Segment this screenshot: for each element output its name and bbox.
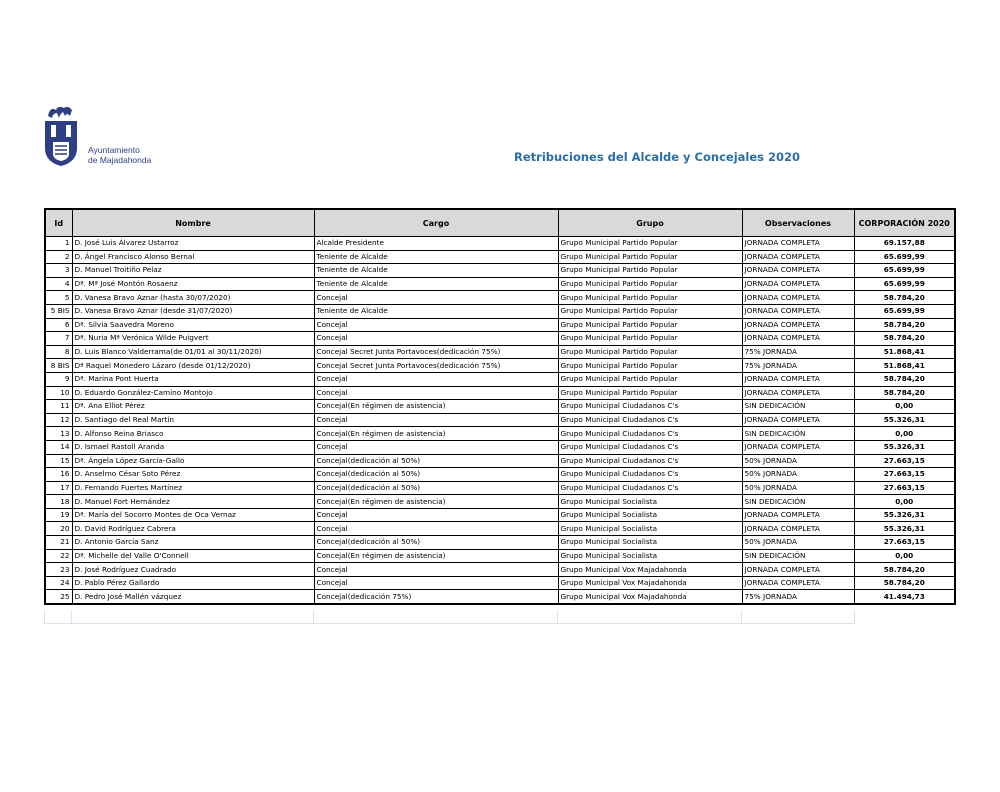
cell-nombre: D. Vanesa Bravo Aznar (desde 31/07/2020) [72,304,314,318]
cell-corporacion: 58.784,20 [854,291,955,305]
cell-corporacion: 65.699,99 [854,250,955,264]
cell-nombre: D. Ángel Francisco Alonso Bernal [72,250,314,264]
cell-grupo: Grupo Municipal Partido Popular [558,237,742,251]
cell-id: 3 [45,264,72,278]
cell-corporacion: 27.663,15 [854,536,955,550]
cell-grupo: Grupo Municipal Partido Popular [558,359,742,373]
cell-id: 4 [45,277,72,291]
cell-id: 5 [45,291,72,305]
cell-nombre: Dª. María del Socorro Montes de Oca Vernaz [72,508,314,522]
cell-nombre: Dª. Mª José Montón Rosaenz [72,277,314,291]
cell-grupo: Grupo Municipal Socialista [558,495,742,509]
cell-id: 24 [45,576,72,590]
empty-grid-row [44,610,854,623]
cell-corporacion: 55.326,31 [854,440,955,454]
cell-observaciones: 75% JORNADA [742,590,854,604]
cell-observaciones: 50% JORNADA [742,481,854,495]
cell-id: 18 [45,495,72,509]
cell-grupo: Grupo Municipal Partido Popular [558,318,742,332]
table-row [45,372,955,386]
cell-observaciones: 50% JORNADA [742,468,854,482]
logo-text [88,145,151,165]
cell-id: 8 [45,345,72,359]
table-row [45,332,955,346]
cell-grupo: Grupo Municipal Socialista [558,536,742,550]
cell-nombre: Dª. Marina Pont Huerta [72,372,314,386]
cell-cargo: Concejal [314,522,558,536]
cell-corporacion: 0,00 [854,400,955,414]
cell-cargo: Concejal(dedicación al 50%) [314,536,558,550]
cell-id: 25 [45,590,72,604]
cell-corporacion: 65.699,99 [854,304,955,318]
cell-nombre: Dª. Silvia Saavedra Moreno [72,318,314,332]
table-row [45,522,955,536]
remuneration-table [44,208,956,605]
cell-grupo: Grupo Municipal Ciudadanos C's [558,413,742,427]
header-observaciones: Observaciones [742,209,854,237]
cell-cargo: Concejal [314,413,558,427]
cell-id: 10 [45,386,72,400]
grid-cell [44,610,72,624]
cell-cargo: Concejal(En régimen de asistencia) [314,549,558,563]
cell-id: 1 [45,237,72,251]
cell-corporacion: 69.157,88 [854,237,955,251]
logo-line-1: Ayuntamiento [88,145,140,155]
table-row [45,264,955,278]
cell-grupo: Grupo Municipal Partido Popular [558,332,742,346]
cell-grupo: Grupo Municipal Ciudadanos C's [558,468,742,482]
header-nombre: Nombre [72,209,314,237]
cell-grupo: Grupo Municipal Partido Popular [558,291,742,305]
cell-observaciones: JORNADA COMPLETA [742,522,854,536]
cell-grupo: Grupo Municipal Ciudadanos C's [558,427,742,441]
cell-observaciones: JORNADA COMPLETA [742,318,854,332]
cell-corporacion: 58.784,20 [854,563,955,577]
cell-nombre: Dª Raquel Monedero Lázaro (desde 01/12/2020) [72,359,314,373]
cell-id: 15 [45,454,72,468]
cell-observaciones: 75% JORNADA [742,345,854,359]
cell-observaciones: JORNADA COMPLETA [742,413,854,427]
table-row [45,413,955,427]
cell-observaciones: 75% JORNADA [742,359,854,373]
table-row [45,440,955,454]
cell-cargo: Concejal [314,576,558,590]
cell-cargo: Concejal(En régimen de asistencia) [314,427,558,441]
cell-corporacion: 65.699,99 [854,277,955,291]
cell-corporacion: 55.326,31 [854,508,955,522]
cell-observaciones: JORNADA COMPLETA [742,304,854,318]
cell-nombre: D. Pablo Pérez Gallardo [72,576,314,590]
table-row [45,508,955,522]
cell-grupo: Grupo Municipal Socialista [558,549,742,563]
table-header-row [45,209,955,237]
cell-corporacion: 0,00 [854,427,955,441]
cell-corporacion: 51.868,41 [854,345,955,359]
header-grupo: Grupo [558,209,742,237]
cell-id: 14 [45,440,72,454]
grid-cell [741,610,855,624]
table-row [45,237,955,251]
header-corporacion: CORPORACIÓN 2020 [854,209,955,237]
cell-cargo: Teniente de Alcalde [314,304,558,318]
cell-nombre: D. José Luis Álvarez Ustarroz [72,237,314,251]
cell-cargo: Concejal(dedicación 75%) [314,590,558,604]
grid-cell [557,610,742,624]
cell-observaciones: JORNADA COMPLETA [742,291,854,305]
table-row [45,536,955,550]
cell-nombre: Dª. Nuria Mª Verónica Wilde Puigvert [72,332,314,346]
cell-grupo: Grupo Municipal Partido Popular [558,304,742,318]
table-row [45,549,955,563]
table-row [45,318,955,332]
cell-grupo: Grupo Municipal Partido Popular [558,372,742,386]
cell-observaciones: JORNADA COMPLETA [742,508,854,522]
cell-nombre: D. Vanesa Bravo Aznar (hasta 30/07/2020) [72,291,314,305]
cell-cargo: Concejal Secret Junta Portavoces(dedicación 75%) [314,345,558,359]
cell-corporacion: 0,00 [854,549,955,563]
cell-cargo: Teniente de Alcalde [314,264,558,278]
cell-id: 19 [45,508,72,522]
page-title: Retribuciones del Alcalde y Concejales 2020 [514,150,800,164]
cell-corporacion: 51.868,41 [854,359,955,373]
cell-corporacion: 0,00 [854,495,955,509]
header-cargo: Cargo [314,209,558,237]
cell-cargo: Concejal(En régimen de asistencia) [314,495,558,509]
table-row [45,345,955,359]
cell-corporacion: 58.784,20 [854,372,955,386]
cell-observaciones: SIN DEDICACIÓN [742,427,854,441]
cell-cargo: Teniente de Alcalde [314,277,558,291]
cell-observaciones: SIN DEDICACIÓN [742,549,854,563]
cell-observaciones: JORNADA COMPLETA [742,332,854,346]
cell-cargo: Concejal [314,291,558,305]
cell-corporacion: 41.494,73 [854,590,955,604]
table-row [45,291,955,305]
table-row [45,481,955,495]
cell-corporacion: 27.663,15 [854,468,955,482]
cell-grupo: Grupo Municipal Vox Majadahonda [558,576,742,590]
cell-cargo: Concejal(dedicación al 50%) [314,454,558,468]
cell-corporacion: 65.699,99 [854,264,955,278]
cell-id: 6 [45,318,72,332]
table-row [45,495,955,509]
table-body [45,237,955,605]
cell-id: 17 [45,481,72,495]
cell-grupo: Grupo Municipal Socialista [558,508,742,522]
cell-grupo: Grupo Municipal Partido Popular [558,264,742,278]
cell-cargo: Concejal [314,563,558,577]
cell-observaciones: JORNADA COMPLETA [742,250,854,264]
cell-id: 2 [45,250,72,264]
cell-nombre: D. José Rodríguez Cuadrado [72,563,314,577]
cell-observaciones: JORNADA COMPLETA [742,277,854,291]
cell-id: 11 [45,400,72,414]
cell-nombre: Dª. Ana Elliot Pérez [72,400,314,414]
cell-observaciones: JORNADA COMPLETA [742,563,854,577]
cell-corporacion: 27.663,15 [854,454,955,468]
cell-id: 9 [45,372,72,386]
cell-id: 5 BIS [45,304,72,318]
cell-nombre: D. Anselmo César Soto Pérez [72,468,314,482]
cell-corporacion: 55.326,31 [854,413,955,427]
cell-observaciones: JORNADA COMPLETA [742,264,854,278]
cell-corporacion: 58.784,20 [854,576,955,590]
table-row [45,576,955,590]
table-row [45,468,955,482]
cell-cargo: Concejal(dedicación al 50%) [314,481,558,495]
table-row [45,250,955,264]
cell-grupo: Grupo Municipal Socialista [558,522,742,536]
cell-nombre: D. Manuel Troitiño Pelaz [72,264,314,278]
cell-observaciones: JORNADA COMPLETA [742,576,854,590]
cell-nombre: D. Alfonso Reina Briasco [72,427,314,441]
cell-observaciones: JORNADA COMPLETA [742,372,854,386]
cell-cargo: Concejal(En régimen de asistencia) [314,400,558,414]
cell-corporacion: 58.784,20 [854,318,955,332]
cell-id: 12 [45,413,72,427]
cell-nombre: D. Fernando Fuertes Martínez [72,481,314,495]
table-row [45,277,955,291]
table-row [45,563,955,577]
cell-observaciones: JORNADA COMPLETA [742,237,854,251]
cell-id: 16 [45,468,72,482]
cell-corporacion: 27.663,15 [854,481,955,495]
cell-cargo: Teniente de Alcalde [314,250,558,264]
cell-grupo: Grupo Municipal Vox Majadahonda [558,563,742,577]
cell-id: 8 BIS [45,359,72,373]
cell-cargo: Concejal [314,318,558,332]
table-row [45,454,955,468]
cell-nombre: D. Eduardo González-Camino Montojo [72,386,314,400]
cell-nombre: D. Luis Blanco Valderrama(de 01/01 al 30/11/2020) [72,345,314,359]
cell-grupo: Grupo Municipal Ciudadanos C's [558,454,742,468]
cell-cargo: Concejal Secret Junta Portavoces(dedicación 75%) [314,359,558,373]
cell-cargo: Concejal [314,372,558,386]
cell-observaciones: SIN DEDICACIÓN [742,400,854,414]
cell-observaciones: SIN DEDICACIÓN [742,495,854,509]
cell-id: 13 [45,427,72,441]
cell-cargo: Concejal [314,440,558,454]
cell-cargo: Concejal [314,386,558,400]
cell-nombre: D. Santiago del Real Martín [72,413,314,427]
cell-observaciones: JORNADA COMPLETA [742,440,854,454]
cell-id: 7 [45,332,72,346]
cell-grupo: Grupo Municipal Ciudadanos C's [558,400,742,414]
cell-id: 21 [45,536,72,550]
cell-observaciones: 50% JORNADA [742,536,854,550]
cell-id: 22 [45,549,72,563]
table-row [45,590,955,604]
cell-id: 20 [45,522,72,536]
cell-grupo: Grupo Municipal Partido Popular [558,345,742,359]
table-row [45,386,955,400]
cell-corporacion: 55.326,31 [854,522,955,536]
cell-nombre: D. Manuel Fort Hernández [72,495,314,509]
cell-cargo: Concejal(dedicación al 50%) [314,468,558,482]
cell-grupo: Grupo Municipal Partido Popular [558,250,742,264]
table-row [45,359,955,373]
logo-line-2: de Majadahonda [88,155,152,165]
cell-grupo: Grupo Municipal Vox Majadahonda [558,590,742,604]
cell-observaciones: 50% JORNADA [742,454,854,468]
table-row [45,427,955,441]
header-id: Id [45,209,72,237]
cell-nombre: D. Antonio García Sanz [72,536,314,550]
cell-nombre: Dª. Michelle del Valle O'Connell [72,549,314,563]
cell-cargo: Alcalde Presidente [314,237,558,251]
cell-grupo: Grupo Municipal Ciudadanos C's [558,440,742,454]
cell-nombre: D. Pedro José Mallén vázquez [72,590,314,604]
cell-grupo: Grupo Municipal Partido Popular [558,277,742,291]
cell-cargo: Concejal [314,508,558,522]
cell-cargo: Concejal [314,332,558,346]
cell-id: 23 [45,563,72,577]
cell-grupo: Grupo Municipal Ciudadanos C's [558,481,742,495]
grid-cell [313,610,558,624]
cell-nombre: Dª. Ángela López García-Gallo [72,454,314,468]
cell-observaciones: JORNADA COMPLETA [742,386,854,400]
table-row [45,400,955,414]
cell-nombre: D. Ismael Rastoll Aranda [72,440,314,454]
cell-nombre: D. David Rodríguez Cabrera [72,522,314,536]
table-row [45,304,955,318]
cell-corporacion: 58.784,20 [854,332,955,346]
grid-cell [71,610,314,624]
cell-corporacion: 58.784,20 [854,386,955,400]
cell-grupo: Grupo Municipal Partido Popular [558,386,742,400]
